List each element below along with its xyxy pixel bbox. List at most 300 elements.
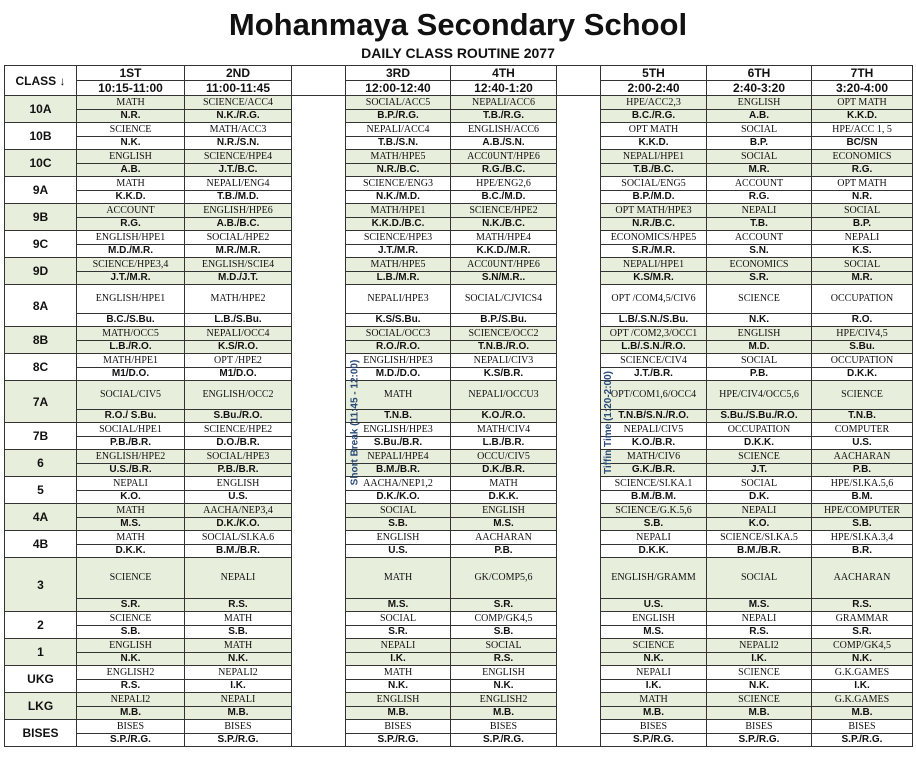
teacher-cell: U.S.	[185, 491, 292, 504]
subject-cell: ENGLISH	[77, 150, 185, 164]
subject-cell: ACCOUNT	[77, 204, 185, 218]
subject-cell: HPE/CIV4/OCC5,6	[707, 381, 812, 410]
subject-cell: MATH	[346, 558, 451, 599]
class-teacher-row	[5, 491, 913, 504]
period-time: 2:40-3:20	[707, 81, 812, 96]
class-name: 9C	[5, 231, 77, 258]
class-teacher-row	[5, 191, 913, 204]
class-subject-row	[5, 96, 913, 110]
subject-cell: BISES	[185, 720, 292, 734]
teacher-cell: N.K./R.G.	[185, 110, 292, 123]
teacher-cell: M.D.	[707, 341, 812, 354]
teacher-cell: L.B./M.R.	[346, 272, 451, 285]
subject-cell: ACCOUNT	[707, 231, 812, 245]
subject-cell: SCIENCE/HPE3,4	[77, 258, 185, 272]
subject-cell: MATH	[77, 504, 185, 518]
subject-cell: BISES	[601, 720, 707, 734]
subject-cell: G.K.GAMES	[812, 693, 913, 707]
class-teacher-row	[5, 341, 913, 354]
subject-cell: MATH	[77, 96, 185, 110]
class-teacher-row	[5, 545, 913, 558]
short-break-label: Short Break (11:45 - 12:00)	[349, 359, 361, 486]
teacher-cell: J.T./M.R.	[346, 245, 451, 258]
teacher-cell: S.B.	[601, 518, 707, 531]
teacher-cell: B.P./R.G.	[346, 110, 451, 123]
teacher-cell: M.B.	[185, 707, 292, 720]
teacher-cell: M.R.	[812, 272, 913, 285]
teacher-cell: U.S.	[812, 437, 913, 450]
teacher-cell: L.B./S.Bu.	[185, 314, 292, 327]
teacher-cell: B.C./R.G.	[601, 110, 707, 123]
subject-cell: NEPALI	[601, 531, 707, 545]
teacher-cell: L.B./R.O.	[77, 341, 185, 354]
subject-cell: ENGLISH2	[77, 666, 185, 680]
teacher-cell: R.G.	[77, 218, 185, 231]
subject-cell: ENGLISH	[707, 327, 812, 341]
teacher-cell: M.D./M.R.	[77, 245, 185, 258]
subject-cell: SOCIAL	[812, 204, 913, 218]
subject-cell: SOCIAL/CIV5	[77, 381, 185, 410]
class-name: 5	[5, 477, 77, 504]
subject-cell: OCCUPATION	[812, 354, 913, 368]
subject-cell: ENGLISH/SCIE4	[185, 258, 292, 272]
class-teacher-row	[5, 518, 913, 531]
class-teacher-row	[5, 653, 913, 666]
teacher-cell: S.P./R.G.	[77, 734, 185, 747]
teacher-cell: I.K.	[346, 653, 451, 666]
teacher-cell: D.K./K.O.	[346, 491, 451, 504]
subject-cell: SOCIAL/HPE1	[77, 423, 185, 437]
period-name: 4TH	[451, 66, 557, 81]
subject-cell: MATH/HPE5	[346, 258, 451, 272]
subject-cell: ENGLISH	[707, 96, 812, 110]
teacher-cell: L.B/.S.N./S.Bu.	[601, 314, 707, 327]
class-teacher-row	[5, 437, 913, 450]
teacher-cell: D.K.K.	[601, 545, 707, 558]
subject-cell: MATH/OCC5	[77, 327, 185, 341]
subject-cell: SCIENCE/G.K.5,6	[601, 504, 707, 518]
class-subject-row	[5, 504, 913, 518]
subject-cell: MATH/CIV6	[601, 450, 707, 464]
teacher-cell: J.T./M.R.	[77, 272, 185, 285]
subject-cell: OPT MATH	[812, 96, 913, 110]
subject-cell: ENGLISH	[77, 639, 185, 653]
subject-cell: ENGLISH/HPE1	[77, 285, 185, 314]
subject-cell: COMP/GK4,5	[812, 639, 913, 653]
subject-cell: AACHA/NEP3,4	[185, 504, 292, 518]
routine-title: DAILY CLASS ROUTINE 2077	[361, 45, 555, 61]
teacher-cell: N.K.	[77, 137, 185, 150]
teacher-cell: K.S/B.R.	[451, 368, 557, 381]
subject-cell: ENGLISH	[185, 477, 292, 491]
teacher-cell: R.G.	[707, 191, 812, 204]
teacher-cell: K.K.D./M.R.	[451, 245, 557, 258]
subject-cell: NEPALI/OCC4	[185, 327, 292, 341]
teacher-cell: M.D./D.O.	[346, 368, 451, 381]
teacher-cell: K.S.	[812, 245, 913, 258]
subject-cell: NEPALI2	[707, 639, 812, 653]
period-time: 10:15-11:00	[77, 81, 185, 96]
teacher-cell: N.R.	[812, 191, 913, 204]
subject-cell: SOCIAL	[707, 150, 812, 164]
teacher-cell: D.K./B.R.	[451, 464, 557, 477]
class-subject-row	[5, 177, 913, 191]
class-name: UKG	[5, 666, 77, 693]
teacher-cell: N.K.	[451, 680, 557, 693]
subject-cell: MATH	[185, 612, 292, 626]
subject-cell: HPE/ACC 1, 5	[812, 123, 913, 137]
subject-cell: COMPUTER	[812, 423, 913, 437]
teacher-cell: I.K.	[707, 653, 812, 666]
subject-cell: HPE/SI.KA.3,4	[812, 531, 913, 545]
teacher-cell: D.K./K.O.	[185, 518, 292, 531]
subject-cell: HPE/ENG2,6	[451, 177, 557, 191]
subject-cell: MATH	[601, 693, 707, 707]
class-teacher-row	[5, 599, 913, 612]
class-teacher-row	[5, 680, 913, 693]
teacher-cell: R.O./ S.Bu.	[77, 410, 185, 423]
teacher-cell: S.P./R.G.	[346, 734, 451, 747]
teacher-cell: M.S.	[707, 599, 812, 612]
subject-cell: MATH/HPE2	[185, 285, 292, 314]
subject-cell: SCIENCE/ACC4	[185, 96, 292, 110]
teacher-cell: R.G.	[812, 164, 913, 177]
subject-cell: ENGLISH	[601, 612, 707, 626]
subject-cell: NEPALI	[707, 204, 812, 218]
subject-cell: OCCU/CIV5	[451, 450, 557, 464]
class-teacher-row	[5, 272, 913, 285]
teacher-cell: N.R.	[77, 110, 185, 123]
subject-cell: MATH/HPE4	[451, 231, 557, 245]
subject-cell: SCIENCE/OCC2	[451, 327, 557, 341]
period-name: 6TH	[707, 66, 812, 81]
subject-cell: NEPALI/HPE3	[346, 285, 451, 314]
subject-cell: MATH	[451, 477, 557, 491]
teacher-cell: N.K.	[77, 653, 185, 666]
subject-cell: MATH/HPE1	[346, 204, 451, 218]
subject-cell: SCIENCE/SI.KA.1	[601, 477, 707, 491]
teacher-cell: N.K.	[812, 653, 913, 666]
teacher-cell: M.R.	[707, 164, 812, 177]
subject-cell: ENGLISH/GRAMM	[601, 558, 707, 599]
subject-cell: SCIENCE	[601, 639, 707, 653]
teacher-cell: N.K.	[185, 653, 292, 666]
subject-cell: HPE/COMPUTER	[812, 504, 913, 518]
teacher-cell: R.G./B.C.	[451, 164, 557, 177]
subject-cell: OPT MATH/HPE3	[601, 204, 707, 218]
subject-cell: ENGLISH/ACC6	[451, 123, 557, 137]
subject-cell: OPT/COM1,6/OCC4	[601, 381, 707, 410]
class-subject-row	[5, 558, 913, 599]
subject-cell: NEPALI	[601, 666, 707, 680]
class-subject-row	[5, 231, 913, 245]
class-teacher-row	[5, 707, 913, 720]
teacher-cell: U.S.	[601, 599, 707, 612]
class-subject-row	[5, 258, 913, 272]
teacher-cell: M.B.	[707, 707, 812, 720]
subject-cell: SCIENCE/HPE3	[346, 231, 451, 245]
teacher-cell: R.S.	[451, 653, 557, 666]
teacher-cell: K.S/M.R.	[601, 272, 707, 285]
subject-cell: HPE/CIV4,5	[812, 327, 913, 341]
teacher-cell: B.P.	[812, 218, 913, 231]
subject-cell: SOCIAL	[451, 639, 557, 653]
teacher-cell: D.K.K.	[451, 491, 557, 504]
class-subject-row	[5, 720, 913, 734]
teacher-cell: S.Bu./B.R.	[346, 437, 451, 450]
teacher-cell: P.B./B.R.	[77, 437, 185, 450]
class-subject-row	[5, 477, 913, 491]
subject-cell: SOCIAL/OCC3	[346, 327, 451, 341]
class-subject-row	[5, 423, 913, 437]
subject-cell: ECONOMICS	[812, 150, 913, 164]
subject-cell: MATH	[346, 381, 451, 410]
subject-cell: SCIENCE/HPE2	[185, 423, 292, 437]
subject-cell: BISES	[812, 720, 913, 734]
class-subject-row	[5, 354, 913, 368]
class-name: 9B	[5, 204, 77, 231]
teacher-cell: S.Bu.	[812, 341, 913, 354]
class-teacher-row	[5, 464, 913, 477]
subject-cell: OPT /COM4,5/CIV6	[601, 285, 707, 314]
subject-cell: ECONOMICS/HPE5	[601, 231, 707, 245]
class-name: BISES	[5, 720, 77, 747]
subject-cell: OPT /HPE2	[185, 354, 292, 368]
subject-cell: G.K.GAMES	[812, 666, 913, 680]
subject-cell: SOCIAL	[812, 258, 913, 272]
class-name: 10A	[5, 96, 77, 123]
teacher-cell: A.B.	[77, 164, 185, 177]
class-teacher-row	[5, 164, 913, 177]
subject-cell: MATH/ACC3	[185, 123, 292, 137]
subject-cell: NEPALI/HPE1	[601, 150, 707, 164]
class-name: 4A	[5, 504, 77, 531]
class-name: 9A	[5, 177, 77, 204]
subject-cell: SOCIAL	[346, 612, 451, 626]
class-subject-row	[5, 327, 913, 341]
subject-cell: SCIENCE/ENG3	[346, 177, 451, 191]
subject-cell: HPE/ACC2,3	[601, 96, 707, 110]
subject-cell: SCIENCE/HPE4	[185, 150, 292, 164]
teacher-cell: R.S.	[185, 599, 292, 612]
teacher-cell: D.K.	[707, 491, 812, 504]
subject-cell: MATH	[77, 531, 185, 545]
period-time: 12:40-1:20	[451, 81, 557, 96]
subject-cell: BISES	[77, 720, 185, 734]
class-name: 2	[5, 612, 77, 639]
subject-cell: SOCIAL	[346, 504, 451, 518]
class-name: LKG	[5, 693, 77, 720]
subject-cell: BISES	[707, 720, 812, 734]
class-subject-row	[5, 450, 913, 464]
subject-cell: SCIENCE	[812, 381, 913, 410]
teacher-cell: D.K.K.	[812, 368, 913, 381]
teacher-cell: K.O./B.R.	[601, 437, 707, 450]
subject-cell: NEPALI	[707, 504, 812, 518]
class-name: 4B	[5, 531, 77, 558]
teacher-cell: B.R.	[812, 545, 913, 558]
subject-cell: NEPALI/ACC6	[451, 96, 557, 110]
teacher-cell: N.K./M.D.	[346, 191, 451, 204]
subject-cell: NEPALI/HPE1	[601, 258, 707, 272]
period-name: 3RD	[346, 66, 451, 81]
teacher-cell: M.S.	[601, 626, 707, 639]
period-time: 3:20-4:00	[812, 81, 913, 96]
subject-cell: ENGLISH	[346, 693, 451, 707]
subject-cell: AACHARAN	[812, 450, 913, 464]
class-name: 7A	[5, 381, 77, 423]
teacher-cell: T.N.B.	[812, 410, 913, 423]
teacher-cell: I.K.	[812, 680, 913, 693]
subject-cell: NEPALI	[812, 231, 913, 245]
teacher-cell: S.R.	[812, 626, 913, 639]
teacher-cell: R.S.	[812, 599, 913, 612]
subject-cell: ENGLISH2	[451, 693, 557, 707]
subject-cell: NEPALI/CIV5	[601, 423, 707, 437]
class-name: 7B	[5, 423, 77, 450]
teacher-cell: A.B./B.C.	[185, 218, 292, 231]
subject-cell: OPT MATH	[812, 177, 913, 191]
subject-cell: SCIENCE	[77, 123, 185, 137]
subject-cell: BISES	[346, 720, 451, 734]
teacher-cell: P.B./B.R.	[185, 464, 292, 477]
teacher-cell: P.B.	[451, 545, 557, 558]
subject-cell: SCIENCE	[707, 666, 812, 680]
subject-cell: ENGLISH/HPE6	[185, 204, 292, 218]
teacher-cell: A.B.	[707, 110, 812, 123]
subject-cell: SOCIAL	[707, 558, 812, 599]
teacher-cell: S.Bu./S.Bu./R.O.	[707, 410, 812, 423]
class-name: 8B	[5, 327, 77, 354]
teacher-cell: J.T./B.C.	[185, 164, 292, 177]
teacher-cell: N.K.	[707, 680, 812, 693]
tiffin-time-label: Tiffin Time (1:20-2:00)	[603, 371, 614, 474]
teacher-cell: T.N.B/S.N./R.O.	[601, 410, 707, 423]
subject-cell: MATH/HPE1	[77, 354, 185, 368]
subject-cell: ACC0UNT/HPE6	[451, 258, 557, 272]
teacher-cell: K.K.D.	[812, 110, 913, 123]
subject-cell: BISES	[451, 720, 557, 734]
subject-cell: HPE/SI.KA.5,6	[812, 477, 913, 491]
period-name: 7TH	[812, 66, 913, 81]
subject-cell: GK/COMP5,6	[451, 558, 557, 599]
subject-cell: SOCIAL	[707, 477, 812, 491]
teacher-cell: N.K./B.C.	[451, 218, 557, 231]
school-title: Mohanmaya Secondary School	[228, 7, 688, 42]
teacher-cell: B.M.	[812, 491, 913, 504]
teacher-cell: A.B./S.N.	[451, 137, 557, 150]
teacher-cell: R.S.	[77, 680, 185, 693]
class-subject-row	[5, 204, 913, 218]
subject-cell: MATH/HPE5	[346, 150, 451, 164]
class-subject-row	[5, 612, 913, 626]
teacher-cell: M.B.	[77, 707, 185, 720]
teacher-cell: T.B./M.D.	[185, 191, 292, 204]
teacher-cell: S.R.	[707, 272, 812, 285]
class-subject-row	[5, 123, 913, 137]
subject-cell: SOCIAL/HPE2	[185, 231, 292, 245]
subject-cell: MATH/CIV4	[451, 423, 557, 437]
teacher-cell: G.K./B.R.	[601, 464, 707, 477]
subject-cell: AACHA/NEP1,2	[346, 477, 451, 491]
subject-cell: ENGLISH	[451, 504, 557, 518]
subject-cell: ENGLISH/HPE1	[77, 231, 185, 245]
teacher-cell: T.B./R.G.	[451, 110, 557, 123]
subject-cell: ENGLISH	[346, 531, 451, 545]
teacher-cell: S.R./M.R.	[601, 245, 707, 258]
teacher-cell: U.S./B.R.	[77, 464, 185, 477]
teacher-cell: S.Bu./R.O.	[185, 410, 292, 423]
period-time: 2:00-2:40	[601, 81, 707, 96]
class-name: 8A	[5, 285, 77, 327]
period-name: 1ST	[77, 66, 185, 81]
teacher-cell: R.O.	[812, 314, 913, 327]
subject-cell: SCIENCE	[707, 450, 812, 464]
subject-cell: OPT /COM2,3/OCC1	[601, 327, 707, 341]
subject-cell: AACHARAN	[451, 531, 557, 545]
subject-cell: SOCIAL/CJVICS4	[451, 285, 557, 314]
teacher-cell: T.B./S.N.	[346, 137, 451, 150]
class-teacher-row	[5, 137, 913, 150]
subject-cell: SCIENCE	[707, 693, 812, 707]
class-subject-row	[5, 666, 913, 680]
teacher-cell: J.T./B.R.	[601, 368, 707, 381]
subject-cell: MATH	[346, 666, 451, 680]
subject-cell: NEPALI/ACC4	[346, 123, 451, 137]
subject-cell: NEPALI/ENG4	[185, 177, 292, 191]
period-name: 5TH	[601, 66, 707, 81]
teacher-cell: S.B.	[77, 626, 185, 639]
subject-cell: SCIENCE/CIV4	[601, 354, 707, 368]
teacher-cell: S.R.	[346, 626, 451, 639]
class-name: 1	[5, 639, 77, 666]
subject-cell: SCIENCE	[707, 285, 812, 314]
class-teacher-row	[5, 218, 913, 231]
class-name: 6	[5, 450, 77, 477]
teacher-cell: S.R.	[77, 599, 185, 612]
subject-cell: NEPALI	[77, 477, 185, 491]
class-teacher-row	[5, 314, 913, 327]
teacher-cell: L.B/.S.N./R.O.	[601, 341, 707, 354]
teacher-cell: B.M./B.R.	[707, 545, 812, 558]
arrow-down-icon: ↓	[59, 73, 66, 88]
teacher-cell: N.R./S.N.	[185, 137, 292, 150]
subject-cell: SCIENCE	[77, 558, 185, 599]
teacher-cell: B.C./M.D.	[451, 191, 557, 204]
class-subject-row	[5, 150, 913, 164]
teacher-cell: K.K.D.	[601, 137, 707, 150]
routine-table	[4, 65, 913, 747]
subject-cell: MATH	[77, 177, 185, 191]
short-break-column	[292, 96, 361, 747]
teacher-cell: T.B./B.C.	[601, 164, 707, 177]
period-name: 2ND	[185, 66, 292, 81]
teacher-cell: T.N.B.	[346, 410, 451, 423]
subject-cell: OCCUPATION	[707, 423, 812, 437]
teacher-cell: M1/D.O.	[77, 368, 185, 381]
class-subject-row	[5, 693, 913, 707]
tiffin-time-column	[557, 96, 614, 747]
subject-cell: NEPALI	[707, 612, 812, 626]
subject-cell: COMP/GK4,5	[451, 612, 557, 626]
subject-cell: SCIENCE/SI.KA.5	[707, 531, 812, 545]
subject-cell: ENGLISH	[451, 666, 557, 680]
teacher-cell: B.P./S.Bu.	[451, 314, 557, 327]
routine-body	[5, 96, 913, 747]
subject-cell: MATH	[185, 639, 292, 653]
teacher-cell: N.K.	[346, 680, 451, 693]
teacher-cell: M.S.	[77, 518, 185, 531]
